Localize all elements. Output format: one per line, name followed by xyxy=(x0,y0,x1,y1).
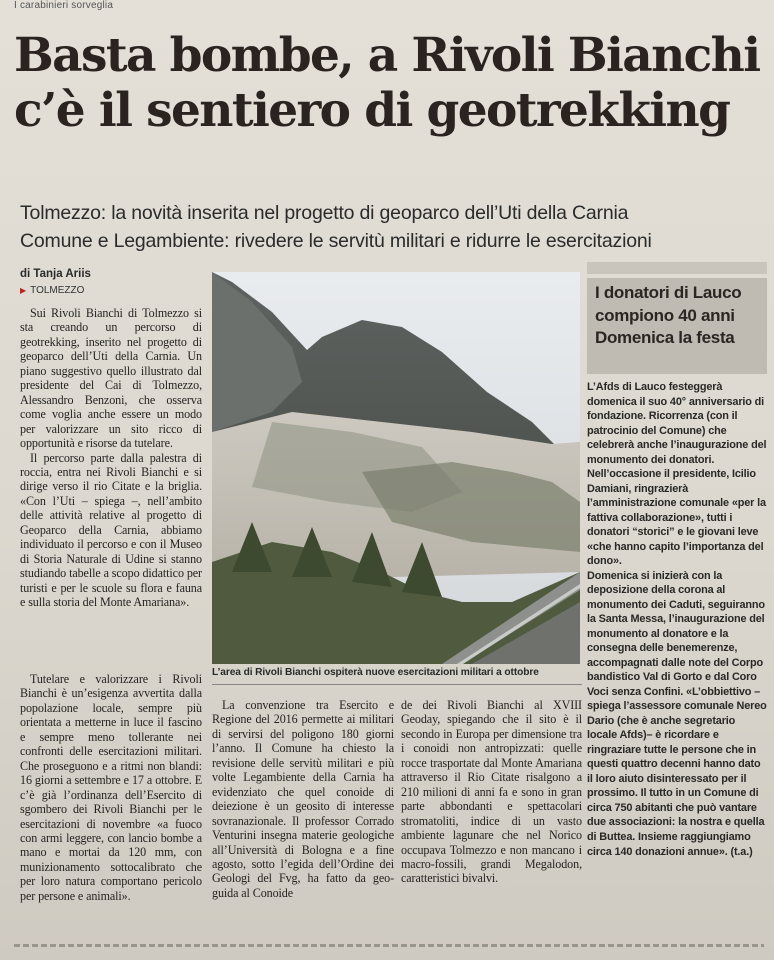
sidebar-top-bar xyxy=(587,262,767,274)
byline: di Tanja Ariis xyxy=(20,268,91,280)
page-bottom-rule xyxy=(14,944,764,947)
article-paragraph: Sui Rivoli Bianchi di Tolmezzo si sta creando un percorso di geotrekking, inserito nel progetto di geoparco dell’Uti della Carnia. Un piano suggestivo quello illustrato dal presidente del Cai di Tolmezzo, Alessandro Benzoni, che osserva come voglia anche essere un modo per valorizzare un sito ricco di opportunità e risorse da tutelare. xyxy=(20,306,202,451)
article-paragraph: La convenzione tra Esercito e Regione del 2016 permette ai militari di servirsi del poligono 180 giorni l’anno. Il Comune ha chiesto la revisione delle servitù militari e più volte Legambiente della Carnia ha evidenziato che quel conoide di deiezione è un geosito di interesse sovranazionale. Il professor Corrado Venturini insegna materie geologiche all’Università di Bologna e a fine agosto, sotto l’egida dell’Ordine dei Geologi del Fvg, ha fatto da geo-guida al Conoide xyxy=(212,698,394,900)
article-column-1-lower xyxy=(20,672,202,903)
sidebar-title xyxy=(595,282,763,350)
article-photo xyxy=(212,272,580,664)
article-column-1 xyxy=(20,306,202,610)
sidebar-article xyxy=(587,262,767,922)
article-column-3 xyxy=(401,698,582,886)
dateline-marker-icon: ▶ xyxy=(20,286,27,295)
article-paragraph: de dei Rivoli Bianchi al XVIII Geoday, spiegando che il sito è il secondo in Europa per dimensione tra i conoidi non antropizzati: quelle rocce trasportate dal Monte Amariana attraverso il Rio Citate risalgono a 210 milioni di anni fa e sono in gran parte abbondanti e spettacolari stromatoliti, indice di un vasto ambiente lagunare che nel Norico occupava Tolmezzo e non mancano i macro-fossili, grandi Megalodon, caratteristici bivalvi. xyxy=(401,698,582,886)
sidebar-title-line-3: Domenica la festa xyxy=(595,328,735,347)
dateline-text: TOLMEZZO xyxy=(30,285,85,296)
headline-line-1: Basta bombe, a Rivoli Bianchi xyxy=(14,28,760,83)
sidebar-body xyxy=(587,380,767,859)
article-paragraph: Il percorso parte dalla palestra di roccia, entra nei Rivoli Bianchi e si dirige verso il rio Citate e la briglia. «Con l’Uti – spiega –, nell’ambito delle attività relative al progetto di Geoparco della Carnia, abbiamo individuato il percorso e con il Museo di Storia Naturale di Udine si stanno studiando tabelle a scopo didattico per turisti e per le scuole su flora e fauna e sulla storia del Monte Amariana». xyxy=(20,450,202,610)
sidebar-paragraph: L’Afds di Lauco festeggerà domenica il suo 40° anniversario di fondazione. Ricorrenza (con il patrocinio del Comune) che celebrerà anche l’inaugurazione del monumento dei donatori. Nell’occasione il presidente, Icilio Damiani, ringrazierà l’amministrazione comunale «per la fattiva collaborazione», tutti i donatori “storici” e le giovani leve «che hanno capito l’importanza del dono». xyxy=(587,381,767,568)
headline-line-2: c’è il sentiero di geotrekking xyxy=(14,83,730,138)
sidebar-title-line-2: compiono 40 anni xyxy=(595,305,735,325)
subheadline-line-2: Comune e Legambiente: rivedere le servitù militari e ridurre le esercitazioni xyxy=(20,230,652,252)
article-column-2 xyxy=(212,698,394,900)
dateline xyxy=(20,285,84,296)
subheadline xyxy=(20,199,765,255)
caption-divider xyxy=(212,684,582,685)
kicker: I carabinieri sorveglia xyxy=(14,0,114,11)
landscape-illustration xyxy=(212,272,580,664)
headline xyxy=(14,28,764,138)
subheadline-line-1: Tolmezzo: la novità inserita nel progetto di geoparco dell’Uti della Carnia xyxy=(20,202,629,224)
photo-caption: L’area di Rivoli Bianchi ospiterà nuove esercitazioni militari a ottobre xyxy=(212,667,539,678)
sidebar-paragraph: Domenica si inizierà con la deposizione della corona al monumento dei Caduti, seguiranno la Santa Messa, l’inaugurazione del monumento al donatore e la consegna delle benemerenze, accompagnati dalle note del Corpo bandistico Val di Gorto e dal Coro Voci senza Confini. «L’obbiettivo – spiega l’assessore comunale Nereo Dario (che è anche segretario locale Afds)– è ricordare e ringraziare tutte le persone che in questi quattro decenni hanno dato il loro aiuto disinteressato per il prossimo. Il tutto in un Comune di circa 750 abitanti che può vantare due associazioni: la nostra e quella di Buttea. Insieme raggiungiamo circa 140 donazioni annue». (t.a.) xyxy=(587,569,767,858)
article-paragraph: Tutelare e valorizzare i Rivoli Bianchi è un’esigenza avvertita dalla popolazione locale, sempre più orientata a metterne in luce il fascino e sempre meno tollerante nei confronti delle esercitazioni militari. Che proseguono e a ritmi non blandi: 16 giorni a settembre e 17 a ottobre. E c’è già l’ordinanza dell’Esercito di sgombero dei Rivoli Bianchi per le esercitazioni di novembre «a fuoco con armi leggere, con lancio bombe a mano e mortai da 120 mm, con munizionamento sottocalibrato che per loro natura comportano pericolo per persone e animali». xyxy=(20,672,202,903)
sidebar-title-line-1: I donatori di Lauco xyxy=(595,283,742,302)
